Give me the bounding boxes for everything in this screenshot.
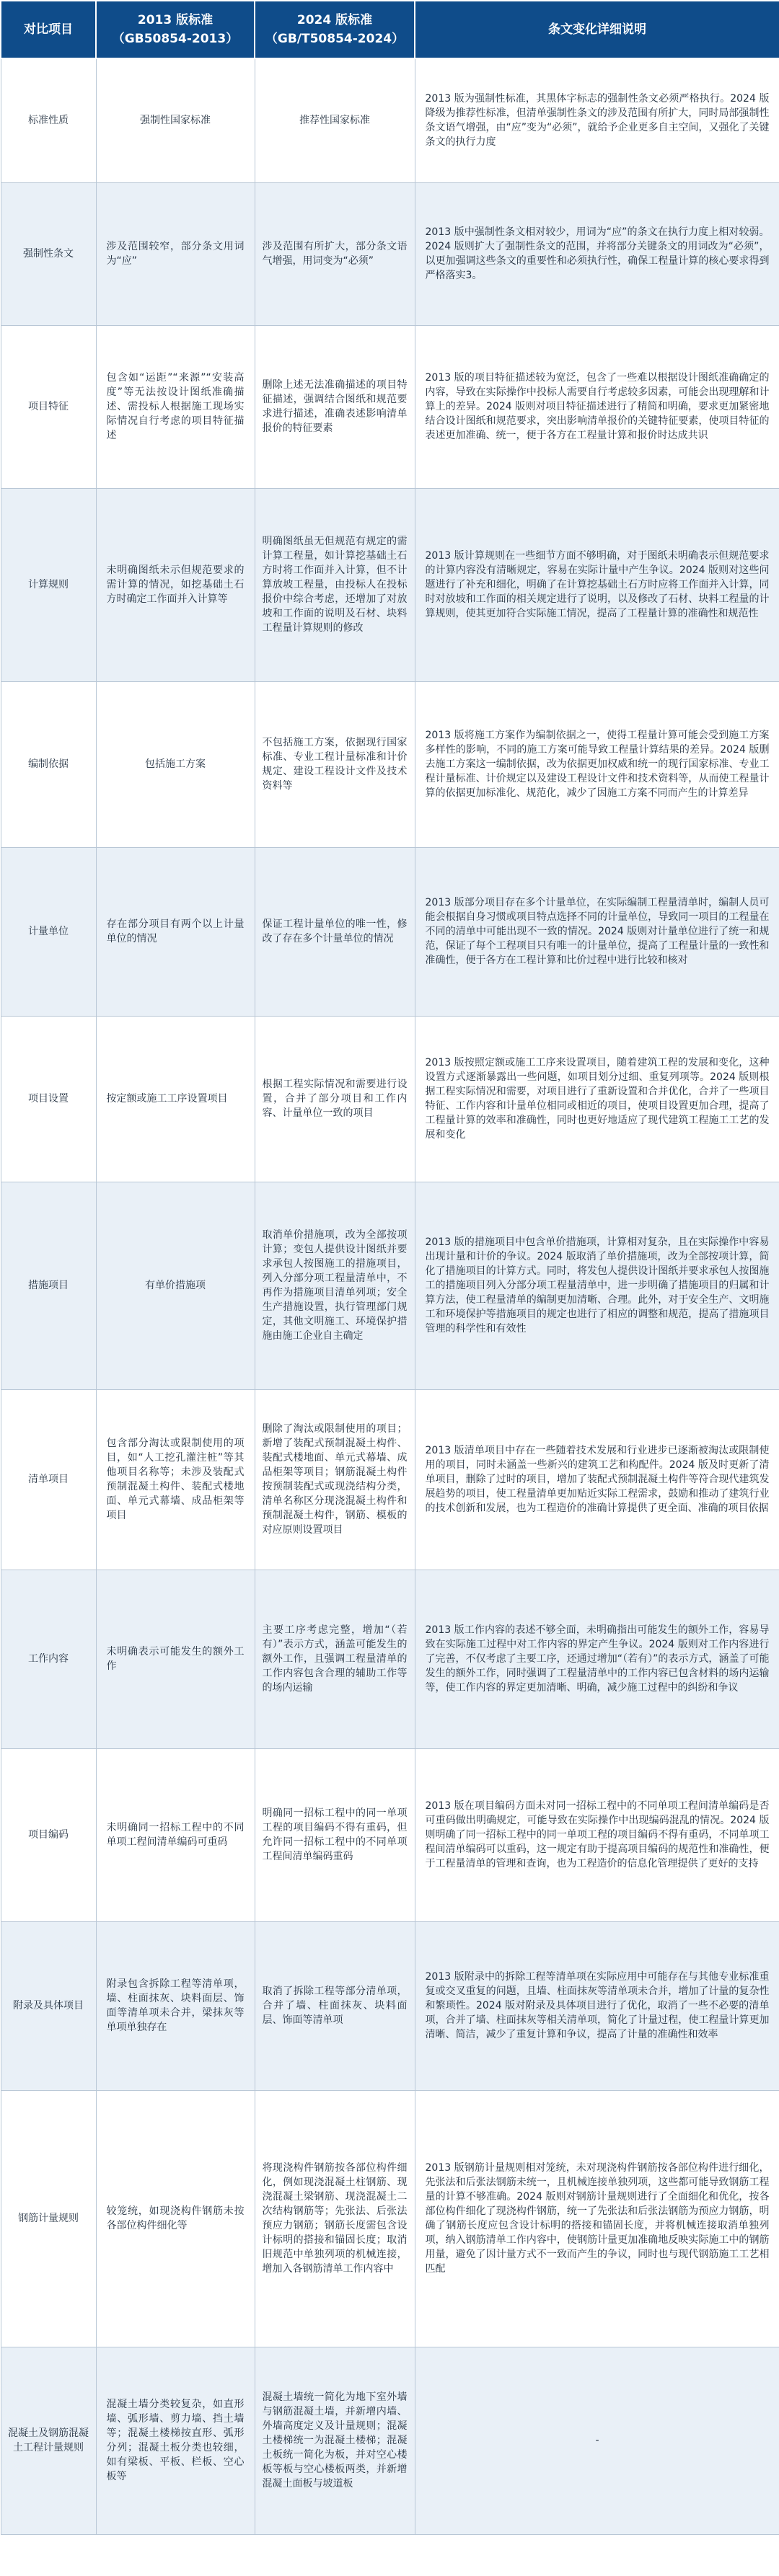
row-2013: 包括施工方案 [96,681,255,847]
row-2024: 将现浇构件钢筋按各部位构件细化，例如现浇混凝土柱钢筋、现浇混凝土梁钢筋、现浇混凝土二次结构钢筋等；先张法、后张法预应力钢筋；钢筋长度需包含设计标明的搭接和锚固长度；取消旧规范中单独列项的机械连接，增加入各钢筋清单工作内容中 [255,2090,415,2347]
row-detail: 2013 版按照定额或施工工序来设置项目，随着建筑工程的发展和变化，这种设置方式逐渐暴露出一些问题，如项目划分过细、重复列项等。2024 版则根据工程实际情况和需要，对项目进行了重新设置和合并优化，合并了一些项目特征、工作内容和计量单位相同或相近的项目，使项目设置更加合理，提高了工程量计算的效率和准确性，同时也更好地适应了现代建筑工程施工工艺的发展和变化 [415,1016,779,1182]
row-detail: 2013 版中强制性条文相对较少，用词为“应”的条文在执行力度上相对较弱。2024 版则扩大了强制性条文的范围，并将部分关键条文的用词改为“必须”，以更加强调这些条文的重要性和必须执行性，确保工程量计算的核心要求得到严格落实3。 [415,182,779,325]
header-detail-label: 条文变化详细说明 [548,22,646,37]
row-item: 项目编码 [1,1748,96,1921]
header-detail [415,1,779,58]
row-2013: 附录包含拆除工程等清单项，墙、柱面抹灰、块料面层、饰面等清单项未合并，梁抹灰等单项单独存在 [96,1921,255,2090]
table-header [1,1,779,58]
header-item-label: 对比项目 [24,22,73,37]
header-2013 [96,1,255,58]
table-row [1,488,779,681]
row-2013: 包含如“运距”“来源”“安装高度”等无法按设计图纸准确描述、需投标人根据施工现场实际情况自行考虑的项目特征描述 [96,325,255,488]
row-detail: 2013 版钢筋计量规则相对笼统，未对现浇构件钢筋按各部位构件进行细化，先张法和后张法钢筋未统一，且机械连接单独列项，这些都可能导致钢筋工程量的计算不够准确。2024 版则对钢筋计量规则进行了全面细化和优化，按各部位构件细化了现浇构件钢筋，统一了先张法和后张法钢筋为预应力钢筋，明确了钢筋长度应包含设计标明的搭接和锚固长度，并将机械连接取消单独列项，纳入钢筋清单工作内容中，使钢筋计量更加准确地反映实际施工中的钢筋用量，避免了因计量方式不一致而产生的争议，同时也与现代钢筋施工工艺相匹配 [415,2090,779,2347]
table-row [1,1016,779,1182]
row-detail: 2013 版将施工方案作为编制依据之一，使得工程量计算可能会受到施工方案多样性的影响，不同的施工方案可能导致工程量计算结果的差异。2024 版删去施工方案这一编制依据，改为依据更加权威和统一的现行国家标准、专业工程计量标准、计价规定以及建设工程设计文件和技术资料等，从而使工程量计算的依据更加标准化、规范化，减少了因施工方案不同而产生的计算差异 [415,681,779,847]
row-item: 编制依据 [1,681,96,847]
row-detail: 2013 版的措施项目中包含单价措施项，计算相对复杂，且在实际操作中容易出现计量和计价的争议。2024 版取消了单价措施项，改为全部按项计算，简化了措施项目的计算方式。同时，将发包人提供设计图纸并要求承包人按图施工的措施项目列入分部分项工程量清单中，进一步明确了措施项目的归属和计算方法，使工程量清单的编制更加清晰、合理。此外，对于安全生产、文明施工和环境保护等措施项目的规定也进行了相应的调整和规范，提高了措施项目管理的科学性和有效性 [415,1182,779,1389]
row-detail: 2013 版部分项目存在多个计量单位，在实际编制工程量清单时，编制人员可能会根据自身习惯或项目特点选择不同的计量单位，导致同一项目的工程量在不同的清单中可能出现不一致的情况。2024 版则对计量单位进行了统一和规范，保证了每个工程项目只有唯一的计量单位，提高了工程量计量的一致性和准确性，便于各方在工程计算和比价过程中进行比较和核对 [415,847,779,1016]
row-2024: 明确同一招标工程中的同一单项工程的项目编码不得有重码，但允许同一招标工程中的不同单项工程间清单编码重码 [255,1748,415,1921]
row-item: 附录及具体项目 [1,1921,96,2090]
row-2013: 存在部分项目有两个以上计量单位的情况 [96,847,255,1016]
table-row [1,1182,779,1389]
row-detail: 2013 版附录中的拆除工程等清单项在实际应用中可能存在与其他专业标准重复或交叉重复的问题，且墙、柱面抹灰等清单项未合并，增加了计量的复杂性和繁琐性。2024 版对附录及具体项目进行了优化，取消了一些不必要的清单项，合并了墙、柱面抹灰等相关清单项，简化了计量过程，使工程量计算更加清晰、简洁，减少了重复计算和争议，提高了计量的准确性和效率 [415,1921,779,2090]
table-row [1,1921,779,2090]
row-2013: 较笼统，如现浇构件钢筋未按各部位构件细化等 [96,2090,255,2347]
table-row [1,2090,779,2347]
table-row [1,847,779,1016]
row-2013: 未明确同一招标工程中的不同单项工程间清单编码可重码 [96,1748,255,1921]
row-2013: 未明确图纸未示但规范要求的需计算的情况，如挖基础土石方时确定工作面并入计算等 [96,488,255,681]
row-2013: 包含部分淘汰或限制使用的项目，如“人工挖孔灌注桩”等其他项目名称等；未涉及装配式预制混凝土构件、装配式楼地面、单元式幕墙、成品柜架等项目 [96,1389,255,1570]
row-detail: 2013 版为强制性标准，其黑体字标志的强制性条文必须严格执行。2024 版降级为推荐性标准，但清单强制性条文的涉及范围有所扩大，同时局部强制性条文语气增强，由“应”变为“必须”，就给予企业更多自主空间，又强化了关键条文的执行力度 [415,58,779,182]
row-item: 计算规则 [1,488,96,681]
header-2013-title: 2013 版标准 [137,13,214,27]
row-item: 项目设置 [1,1016,96,1182]
header-2013-code: （GB50854-2013） [112,32,239,46]
row-item: 钢筋计量规则 [1,2090,96,2347]
header-2024 [255,1,415,58]
header-2024-code: （GB/T50854-2024） [265,32,405,46]
row-detail: 2013 版工作内容的表述不够全面，未明确指出可能发生的额外工作，容易导致在实际施工过程中对工作内容的界定产生争议。2024 版则对工作内容进行了完善，不仅考虑了主要工序，还通过增加“（若有）”的表示方式，涵盖了可能发生的额外工作，同时强调了工程量清单中的工作内容已包含材料的场内运输等，使工作内容的界定更加清晰、明确，减少施工过程中的纠纷和争议 [415,1570,779,1748]
row-2024: 删除了淘汰或限制使用的项目；新增了装配式预制混凝土构件、装配式楼地面、单元式幕墙、成品柜架等项目；钢筋混凝土构件按预制装配式或现浇结构分类，清单名称区分现浇混凝土构件和预制混凝土构件，钢筋、模板的对应原则设置项目 [255,1389,415,1570]
table-row [1,1570,779,1748]
row-2024: 涉及范围有所扩大，部分条文语气增强，用词变为“必须” [255,182,415,325]
row-2024: 保证工程计量单位的唯一性，修改了存在多个计量单位的情况 [255,847,415,1016]
row-2013: 混凝土墙分类较复杂，如直形墙、弧形墙、剪力墙、挡土墙等；混凝土楼梯按直形、弧形分列；混凝土板分类也较细，如有梁板、平板、栏板、空心板等 [96,2347,255,2534]
row-2024: 推荐性国家标准 [255,58,415,182]
row-2024: 明确图纸虽无但规范有规定的需计算工程量，如计算挖基础土石方时将工作面并入计算，但不计算放坡工程量，由投标人在投标报价中综合考虑，还增加了对放坡和工作面的说明及石材、块料工程量计算规则的修改 [255,488,415,681]
table-row [1,2347,779,2534]
row-2024: 根据工程实际情况和需要进行设置，合并了部分项目和工作内容、计量单位一致的项目 [255,1016,415,1182]
table-row [1,1748,779,1921]
row-2024: 取消单价措施项，改为全部按项计算；变包人提供设计图纸并要求承包人按图施工的措施项目，列入分部分项工程量清单中，不再作为措施项目清单列项；安全生产措施设置，执行管理部门规定，其他文明施工、环境保护措施由施工企业自主确定 [255,1182,415,1389]
table-row [1,182,779,325]
row-detail: 2013 版清单项目中存在一些随着技术发展和行业进步已逐渐被淘汰或限制使用的项目，同时未涵盖一些新兴的建筑工艺和构配件。2024 版及时更新了清单项目，删除了过时的项目，增加了装配式预制混凝土构件等符合现代建筑发展趋势的项目，使工程量清单更加贴近实际工程需求，鼓励和推动了建筑行业的技术创新和发展，也为工程造价的准确计算提供了更全面、准确的项目依据 [415,1389,779,1570]
row-item: 强制性条文 [1,182,96,325]
row-2024: 不包括施工方案，依据现行国家标准、专业工程计量标准和计价规定、建设工程设计文件及技术资料等 [255,681,415,847]
row-2013: 未明确表示可能发生的额外工作 [96,1570,255,1748]
row-2013: 涉及范围较窄，部分条文用词为“应” [96,182,255,325]
row-detail: 2013 版在项目编码方面未对同一招标工程中的不同单项工程间清单编码是否可重码做出明确规定，可能导致在实际操作中出现编码混乱的情况。2024 版则明确了同一招标工程中的同一单项工程的项目编码不得有重码，不同单项工程间清单编码可以重码，这一规定有助于提高项目编码的规范性和准确性，便于工程量清单的管理和查询，也为工程造价的信息化管理提供了更好的支持 [415,1748,779,1921]
row-2024: 主要工序考虑完整，增加“（若有）”表示方式，涵盖可能发生的额外工作，且强调工程量清单的工作内容包含合理的辅助工作等的场内运输 [255,1570,415,1748]
row-detail: - [415,2347,779,2534]
header-2024-title: 2024 版标准 [296,13,373,27]
table-row [1,681,779,847]
table-row [1,1389,779,1570]
row-item: 清单项目 [1,1389,96,1570]
header-item [1,1,96,58]
table-row [1,325,779,488]
table-body [1,58,779,2534]
row-2013: 有单价措施项 [96,1182,255,1389]
row-item: 项目特征 [1,325,96,488]
row-detail: 2013 版的项目特征描述较为宽泛，包含了一些难以根据设计图纸准确确定的内容，导致在实际操作中投标人需要自行考虑较多因素，可能会出现理解和计算上的差异。2024 版则对项目特征描述进行了精简和明确，要求更加紧密地结合设计图纸和规范要求，突出影响清单报价的关键特征要素，使项目特征的表述更加准确、统一，便于各方在工程量计算和报价时达成共识 [415,325,779,488]
row-2024: 删除上述无法准确描述的项目特征描述，强调结合图纸和规范要求进行描述，准确表述影响清单报价的特征要素 [255,325,415,488]
row-2013: 强制性国家标准 [96,58,255,182]
row-detail: 2013 版计算规则在一些细节方面不够明确，对于图纸未明确表示但规范要求的计算内容没有清晰规定，容易在实际计量中产生争议。2024 版则对这些问题进行了补充和细化，明确了在计算挖基础土石方时应将工作面并入计算，同时对放坡和工作面的相关规定进行了说明，以及修改了石材、块料工程量的计算规则，使其更加符合实际施工情况，提高了工程量计算的准确性和规范性 [415,488,779,681]
row-item: 计量单位 [1,847,96,1016]
row-item: 标准性质 [1,58,96,182]
row-item: 混凝土及钢筋混凝土工程计量规则 [1,2347,96,2534]
row-item: 措施项目 [1,1182,96,1389]
row-2024: 取消了拆除工程等部分清单项，合并了墙、柱面抹灰、块料面层、饰面等清单项 [255,1921,415,2090]
row-2024: 混凝土墙统一简化为地下室外墙与钢筋混凝土墙，并新增内墙、外墙高度定义及计量规则；混凝土楼梯统一为混凝土楼梯；混凝土板统一简化为板，并对空心楼板等板与空心楼板两类，并新增混凝土面板与坡道板 [255,2347,415,2534]
row-item: 工作内容 [1,1570,96,1748]
table-row [1,58,779,182]
row-2013: 按定额或施工工序设置项目 [96,1016,255,1182]
